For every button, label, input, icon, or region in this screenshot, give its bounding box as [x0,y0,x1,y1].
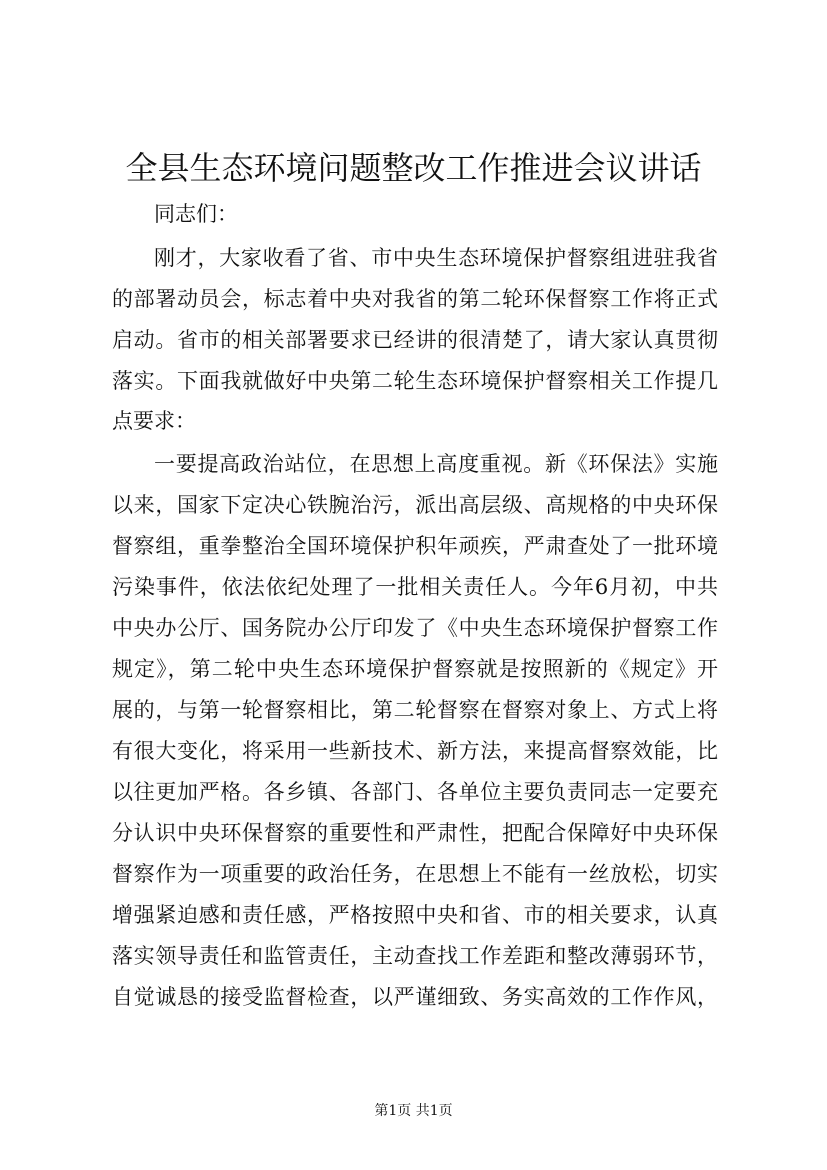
body-line: 以往更加严格。各乡镇、各部门、各单位主要负责同志一定要充 [112,780,718,804]
body-line: 启动。省市的相关部署要求已经讲的很清楚了，请大家认真贯彻 [112,328,718,352]
body-line: 规定》，第二轮中央生态环境保护督察就是按照新的《规定》开 [112,657,718,681]
body-line: 落实领导责任和监管责任，主动查找工作差距和整改薄弱环节， [112,944,718,968]
body-line: 增强紧迫感和责任感，严格按照中央和省、市的相关要求，认真 [112,903,718,927]
body-line: 分认识中央环保督察的重要性和严肃性，把配合保障好中央环保 [112,821,718,845]
body-line: 污染事件，依法依纪处理了一批相关责任人。今年6月初，中共 [112,575,718,599]
body-line: 有很大变化，将采用一些新技术、新方法，来提高督察效能，比 [112,739,718,763]
body-line: 以来，国家下定决心铁腕治污，派出高层级、高规格的中央环保 [112,493,718,517]
salutation: 同志们： [154,202,238,226]
body-line: 刚才，大家收看了省、市中央生态环境保护督察组进驻我省 [154,246,718,270]
body-line: 展的，与第一轮督察相比，第二轮督察在督察对象上、方式上将 [112,698,718,722]
page-number: 第1页 共1页 [374,1103,453,1119]
body-line: 督察组，重拳整治全国环境保护积年顽疾，严肃查处了一批环境 [112,534,718,558]
body-line: 督察作为一项重要的政治任务，在思想上不能有一丝放松，切实 [112,862,718,886]
body-line: 一要提高政治站位，在思想上高度重视。新《环保法》实施 [154,452,718,476]
body-line: 点要求： [112,409,196,433]
body-line: 落实。下面我就做好中央第二轮生态环境保护督察相关工作提几 [112,369,718,393]
document-title: 全县生态环境问题整改工作推进会议讲话 [125,149,702,187]
body-line: 的部署动员会，标志着中央对我省的第二轮环保督察工作将正式 [112,287,718,311]
body-line: 中央办公厅、国务院办公厅印发了《中央生态环境保护督察工作 [112,616,718,640]
body-line: 自觉诚恳的接受监督检查，以严谨细致、务实高效的工作作风， [112,985,718,1009]
